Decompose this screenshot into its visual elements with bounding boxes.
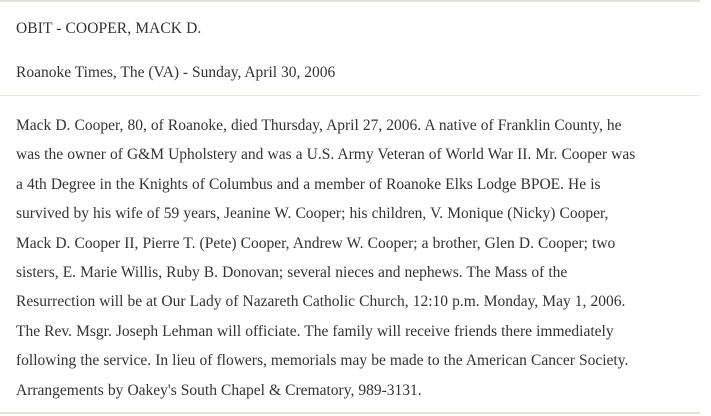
source-line: Roanoke Times, The (VA) - Sunday, April 30, 2006 — [16, 64, 336, 81]
body-line: a 4th Degree in the Knights of Columbus and a member of Roanoke Elks Lodge BPOE. He is — [16, 175, 601, 193]
body-line: Mack D. Cooper II, Pierre T. (Pete) Cooper, Andrew W. Cooper; a brother, Glen D. Cooper; two — [16, 234, 616, 252]
body-line: Arrangements by Oakey's South Chapel & Crematory, 989-3131. — [16, 381, 422, 399]
body-line: The Rev. Msgr. Joseph Lehman will officiate. The family will receive friends there immediately — [16, 322, 614, 340]
body-line: Mack D. Cooper, 80, of Roanoke, died Thursday, April 27, 2006. A native of Franklin County, he — [16, 117, 622, 134]
obituary-body — [16, 111, 700, 405]
body-line: following the service. In lieu of flowers, memorials may be made to the American Cancer Society. — [16, 352, 629, 370]
body-line: was the owner of G&M Upholstery and was a U.S. Army Veteran of World War II. Mr. Cooper was — [16, 146, 636, 164]
body-line: sisters, E. Marie Willis, Ruby B. Donovan; several nieces and nephews. The Mass of the — [16, 264, 568, 282]
header-divider — [0, 95, 700, 96]
obituary-title: OBIT - COOPER, MACK D. — [16, 20, 202, 37]
body-line: Resurrection will be at Our Lady of Nazareth Catholic Church, 12:10 p.m. Monday, May 1, 2006. — [16, 293, 626, 311]
body-line: survived by his wife of 59 years, Jeanine W. Cooper; his children, V. Monique (Nicky) Cooper, — [16, 205, 609, 223]
top-divider — [0, 0, 700, 2]
bottom-divider — [0, 412, 700, 414]
